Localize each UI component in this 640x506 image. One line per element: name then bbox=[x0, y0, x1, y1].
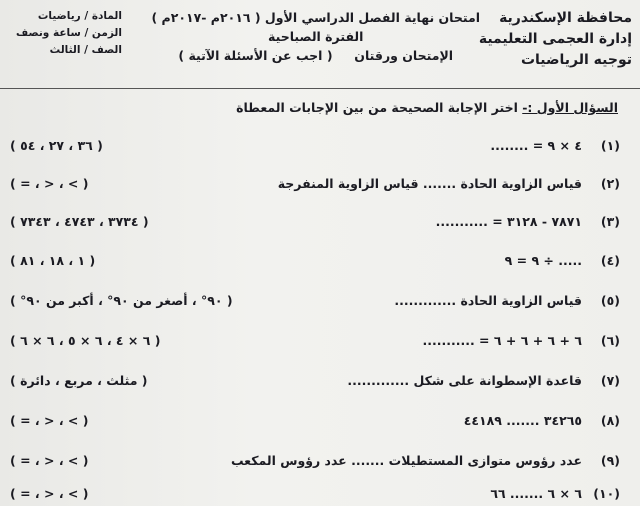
question-statement: قياس الزاوية الحادة ....... قياس الزاوية المنفرجة bbox=[277, 176, 582, 191]
question-number: (١٠) bbox=[593, 486, 620, 501]
question-choices: ( > ، < ، = ) bbox=[10, 486, 89, 501]
question-choices: ( > ، < ، = ) bbox=[10, 413, 89, 428]
question-choices: ( > ، < ، = ) bbox=[10, 176, 89, 191]
department: توجيه الرياضيات bbox=[520, 52, 632, 68]
question-choices: ( ٩٠° ، أصغر من ٩٠° ، أكبر من ٩٠° ) bbox=[10, 293, 233, 308]
question-number: (٥) bbox=[600, 293, 620, 308]
question-number: (٨) bbox=[600, 413, 620, 428]
question-statement: قياس الزاوية الحادة ............. bbox=[394, 293, 582, 308]
question-10 bbox=[0, 486, 640, 506]
question-number: (٣) bbox=[600, 214, 620, 229]
administration: إدارة العجمى التعليمية bbox=[478, 31, 632, 47]
header-subject-info bbox=[16, 8, 122, 59]
question-4 bbox=[0, 253, 640, 273]
exam-pages-note: الإمتحان ورقتان bbox=[354, 48, 454, 63]
question-choices: ( مثلث ، مربع ، دائرة ) bbox=[10, 373, 148, 388]
answer-all: ( اجب عن الأسئلة الآتية ) bbox=[178, 48, 333, 63]
subject: المادة / رياضيات bbox=[37, 10, 122, 22]
section-heading bbox=[236, 100, 618, 115]
exam-title: امتحان نهاية الفصل الدراسي الأول ( ٢٠١٦م -٢٠١٧م ) bbox=[151, 10, 480, 25]
question-number: (٩) bbox=[600, 453, 620, 468]
question-number: (٦) bbox=[600, 333, 620, 348]
question-statement: قاعدة الإسطوانة على شكل ............. bbox=[347, 373, 582, 388]
question-statement: ٤ × ٩ = ........ bbox=[490, 138, 582, 153]
exam-period: الفترة الصباحية bbox=[268, 29, 364, 44]
question-number: (٤) bbox=[600, 253, 620, 268]
question-7 bbox=[0, 373, 640, 393]
question-choices: ( ١ ، ١٨ ، ٨١ ) bbox=[10, 253, 96, 268]
question-statement: ٦ × ٦ ....... ٦٦ bbox=[490, 486, 582, 501]
question-statement: ..... ÷ ٩ = ٩ bbox=[504, 253, 582, 268]
grade: الصف / الثالث bbox=[49, 44, 122, 56]
duration: الزمن / ساعة ونصف bbox=[16, 27, 122, 39]
question-statement: عدد رؤوس متوازى المستطيلات ....... عدد رؤوس المكعب bbox=[230, 453, 582, 468]
question-choices: ( ٣٧٣٤ ، ٤٧٤٣ ، ٧٣٤٣ ) bbox=[10, 214, 149, 229]
question-5 bbox=[0, 293, 640, 313]
header-institution bbox=[479, 8, 632, 71]
question-choices: ( ٦ × ٤ ، ٦ × ٥ ، ٦ × ٦ ) bbox=[10, 333, 161, 348]
question-number: (١) bbox=[600, 138, 620, 153]
header-divider bbox=[0, 88, 640, 89]
question-statement: ٦ + ٦ + ٦ + ٦ = ........... bbox=[422, 333, 582, 348]
question-number: (٢) bbox=[600, 176, 620, 191]
question-statement: ٧٨٧١ - ٣١٢٨ = ........... bbox=[435, 214, 582, 229]
header-exam-info bbox=[151, 8, 480, 65]
question-6 bbox=[0, 333, 640, 353]
section-label: السؤال الأول :- bbox=[522, 100, 618, 115]
question-choices: ( > ، < ، = ) bbox=[10, 453, 89, 468]
question-1 bbox=[0, 138, 640, 158]
question-3 bbox=[0, 214, 640, 234]
question-9 bbox=[0, 453, 640, 473]
question-number: (٧) bbox=[600, 373, 620, 388]
question-8 bbox=[0, 413, 640, 433]
exam-instruction bbox=[151, 46, 480, 65]
question-statement: ٣٤٢٦٥ ....... ٤٤١٨٩ bbox=[463, 413, 582, 428]
governorate: محافظة الإسكندرية bbox=[499, 10, 632, 26]
question-2 bbox=[0, 176, 640, 196]
question-choices: ( ٣٦ ، ٢٧ ، ٥٤ ) bbox=[10, 138, 103, 153]
section-instruction: اختر الإجابة الصحيحة من بين الإجابات المعطاة bbox=[236, 100, 518, 115]
